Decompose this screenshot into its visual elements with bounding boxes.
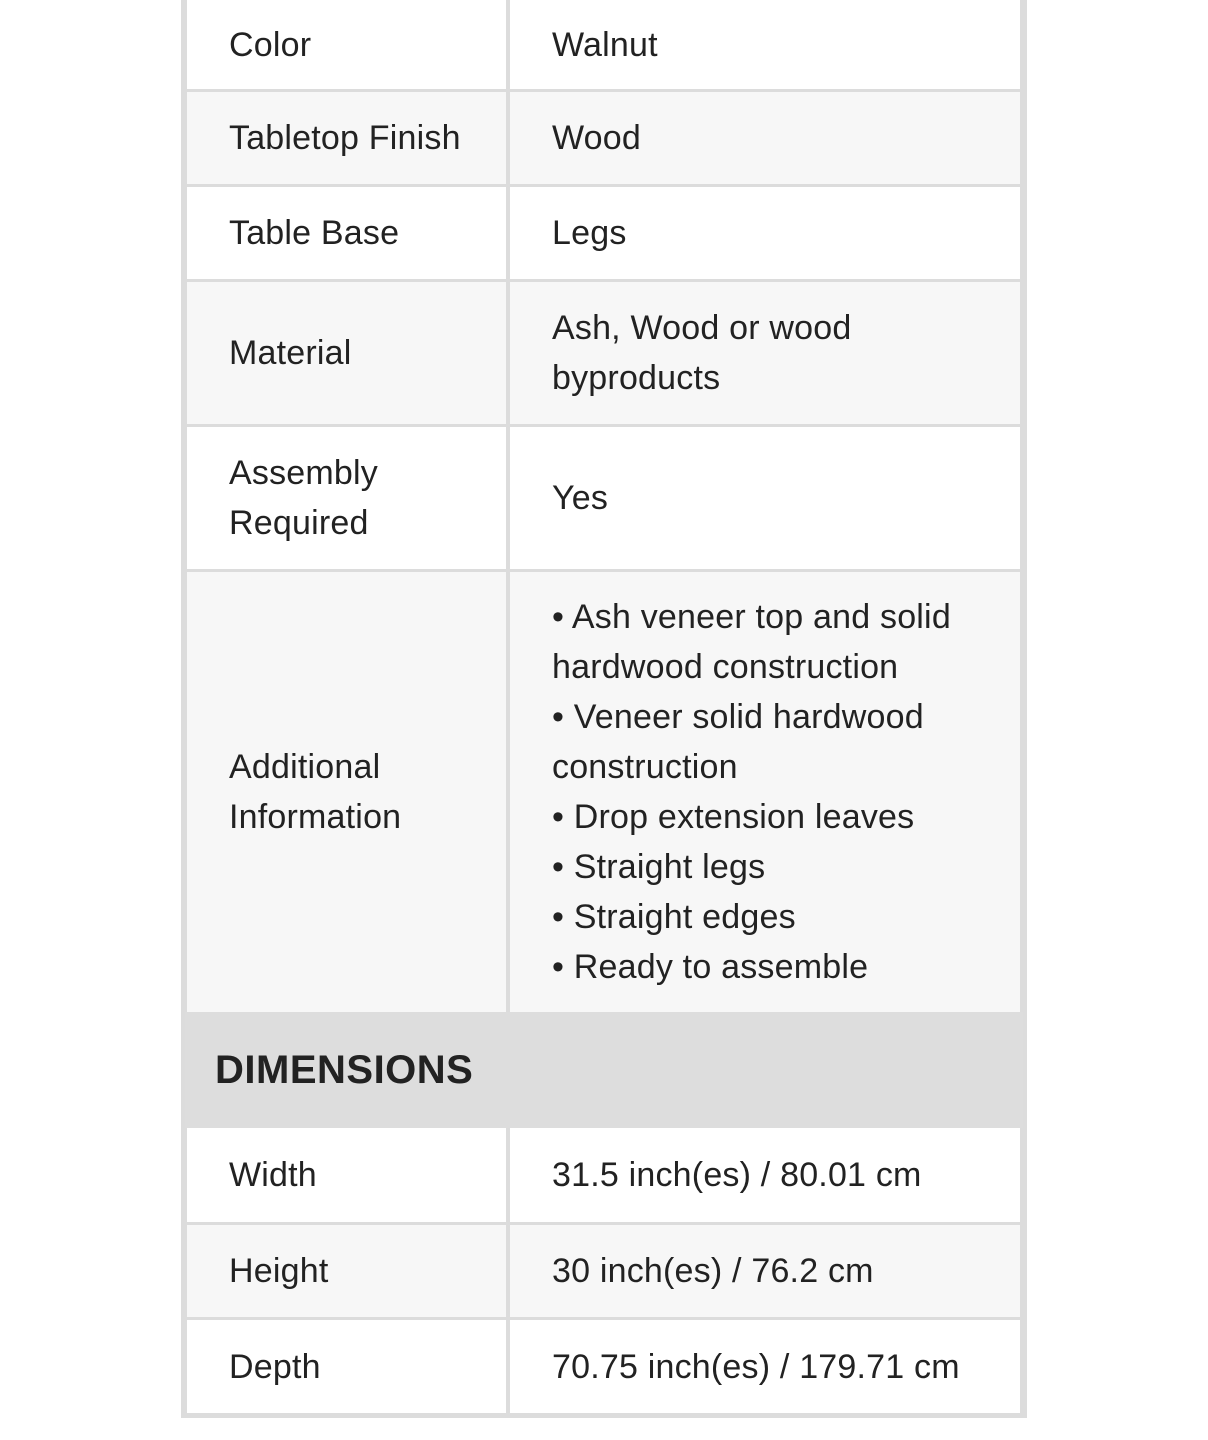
spec-value-width: 31.5 inch(es) / 80.01 cm (510, 1128, 1020, 1222)
spec-label-tabletop-finish: Tabletop Finish (187, 92, 506, 184)
spec-row-color (181, 0, 1027, 92)
spec-value-additional-information (510, 572, 1020, 1012)
spec-value-depth: 70.75 inch(es) / 179.71 cm (510, 1320, 1020, 1413)
spec-row-assembly-required (181, 427, 1027, 572)
list-item: • Veneer solid hardwood (552, 698, 924, 736)
spec-label-assembly-required: Assembly Required (187, 427, 506, 569)
additional-information-list (552, 592, 951, 992)
spec-row-tabletop-finish (181, 92, 1027, 187)
spec-label-material: Material (187, 282, 506, 424)
spec-value-tabletop-finish: Wood (510, 92, 1020, 184)
spec-row-width (181, 1128, 1027, 1225)
list-item: hardwood construction (552, 648, 899, 686)
spec-label-additional-information: Additional Information (187, 572, 506, 1012)
spec-label-width: Width (187, 1128, 506, 1222)
spec-label-depth: Depth (187, 1320, 506, 1413)
spec-row-height (181, 1225, 1027, 1320)
spec-value-color: Walnut (510, 0, 1020, 89)
spec-row-material (181, 282, 1027, 427)
spec-row-additional-information (181, 572, 1027, 1015)
list-item: • Straight legs (552, 848, 766, 886)
list-item: • Ready to assemble (552, 948, 869, 986)
spec-label-color: Color (187, 0, 506, 89)
spec-row-depth (181, 1320, 1027, 1416)
list-item: • Drop extension leaves (552, 798, 915, 836)
spec-value-assembly-required: Yes (510, 427, 1020, 569)
spec-value-height: 30 inch(es) / 76.2 cm (510, 1225, 1020, 1317)
spec-row-table-base (181, 187, 1027, 282)
list-item: • Ash veneer top and solid (552, 598, 951, 636)
spec-label-table-base: Table Base (187, 187, 506, 279)
section-heading-dimensions: DIMENSIONS (185, 1012, 1023, 1128)
list-item: construction (552, 748, 738, 786)
spec-value-material: Ash, Wood or wood byproducts (510, 282, 1020, 424)
spec-label-height: Height (187, 1225, 506, 1317)
list-item: • Straight edges (552, 898, 796, 936)
spec-value-table-base: Legs (510, 187, 1020, 279)
product-spec-table (181, 0, 1027, 1418)
